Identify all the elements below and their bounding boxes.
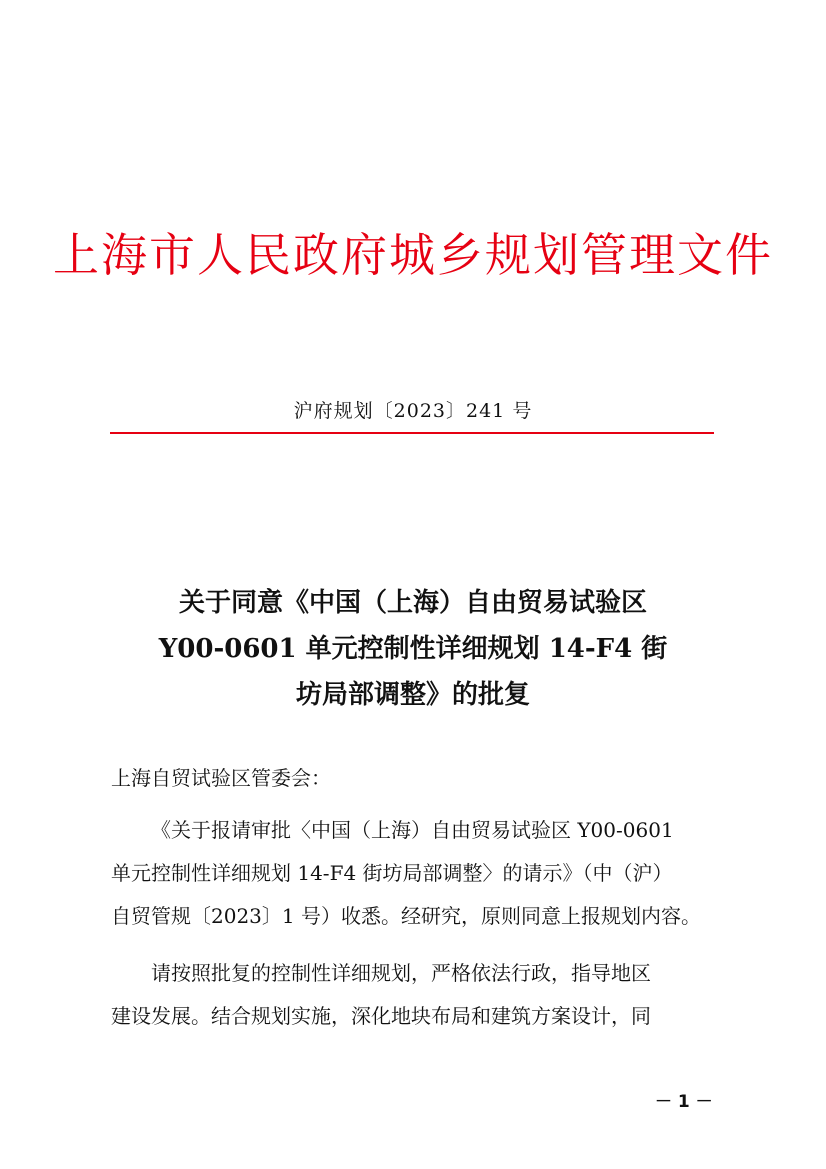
title-line: 关于同意《中国（上海）自由贸易试验区: [178, 588, 647, 618]
paragraph-line: 《关于报请审批〈中国（上海）自由贸易试验区 Y00-0601: [151, 818, 674, 842]
body-paragraph: [111, 809, 715, 938]
paragraph-line: 单元控制性详细规划 14-F4 街坊局部调整〉的请示》（中（沪）: [111, 861, 673, 885]
title-line: Y00-0601 单元控制性详细规划 14-F4 街: [158, 634, 668, 664]
document-title: [100, 580, 726, 718]
paragraph-line: 建设发展。结合规划实施，深化地块布局和建筑方案设计，同: [111, 1004, 651, 1028]
red-divider: [110, 432, 714, 434]
issuer-title: 上海市人民政府城乡规划管理文件: [53, 228, 773, 282]
paragraph-line: 自贸管规〔2023〕1 号）收悉。经研究，原则同意上报规划内容。: [111, 904, 701, 928]
document-number: 沪府规划〔2023〕241 号: [293, 400, 533, 422]
page-number: － 1 －: [655, 1092, 713, 1112]
title-line: 坊局部调整》的批复: [295, 680, 530, 710]
paragraph-line: 请按照批复的控制性详细规划，严格依法行政，指导地区: [151, 961, 651, 985]
body-paragraph: [111, 952, 715, 1038]
salutation: 上海自贸试验区管委会：: [111, 766, 331, 790]
